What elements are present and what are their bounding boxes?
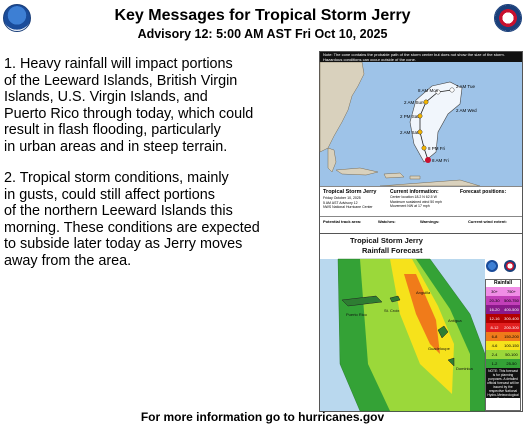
rainfall-inches: 2-4 — [491, 352, 498, 357]
rainfall-mm: 300-400 — [504, 316, 519, 321]
svg-text:8 AM Mon: 8 AM Mon — [418, 88, 439, 93]
rainfall-subtitle: Rainfall Forecast — [362, 246, 423, 255]
rainfall-mm: 500-750 — [504, 298, 519, 303]
svg-text:8 PM Fri: 8 PM Fri — [428, 146, 446, 151]
rainfall-inches: 30+ — [491, 289, 498, 294]
rainfall-mm: 100-150 — [504, 343, 519, 348]
svg-text:2 AM Tue: 2 AM Tue — [456, 84, 476, 89]
rainfall-mm: 400-500 — [504, 307, 519, 312]
rainfall-legend — [485, 279, 521, 411]
rainfall-legend-row — [486, 314, 520, 323]
svg-text:8 AM Fri: 8 AM Fri — [432, 158, 449, 163]
rainfall-legend-row — [486, 296, 520, 305]
svg-text:2 PM Sat: 2 PM Sat — [400, 114, 419, 119]
rainfall-mm: 150-200 — [504, 334, 519, 339]
cone-map-graphic — [320, 52, 522, 186]
current-info-label: Current information: — [390, 189, 439, 195]
rainfall-note: NOTE: This forecast is for planning purposes. A detailed official forecast will be issued by the respective National Hydro-Meteorological Service. — [487, 369, 520, 401]
legend-track-area: Potential track area: — [323, 219, 362, 224]
rainfall-inches: 8-12 — [490, 325, 499, 330]
svg-text:Guadeloupe: Guadeloupe — [428, 346, 450, 351]
svg-text:Dominica: Dominica — [456, 366, 473, 371]
rainfall-inches: 4-6 — [491, 343, 498, 348]
rainfall-inches: 20-30 — [489, 298, 500, 303]
rainfall-inches: 12-16 — [489, 316, 500, 321]
rainfall-inches: 16-20 — [489, 307, 500, 312]
rainfall-legend-row — [486, 305, 520, 314]
rainfall-title: Tropical Storm Jerry — [350, 236, 423, 245]
rainfall-nws-logo — [504, 260, 516, 272]
key-message-1: 1. Heavy rainfall will impact portions of the Leeward Islands, British Virgin Islands, U.S. Virgin Islands, and Puerto Rico through today, which could result in flash flooding, particularly in urban areas and in steep terrain. — [4, 56, 254, 155]
legend-watches: Watches: — [378, 219, 396, 224]
rainfall-legend-row — [486, 332, 520, 341]
legend-warnings: Warnings: — [420, 219, 440, 224]
page-title: Key Messages for Tropical Storm Jerry — [114, 7, 411, 24]
current-position-marker — [425, 157, 431, 163]
rainfall-mm: 50-100 — [505, 352, 518, 357]
rainfall-mm: 750+ — [506, 289, 516, 294]
svg-text:Puerto Rico: Puerto Rico — [346, 312, 367, 317]
rainfall-mm: 200-300 — [504, 325, 519, 330]
svg-text:St. Croix: St. Croix — [384, 308, 400, 313]
svg-text:2 AM Sat: 2 AM Sat — [400, 130, 419, 135]
cone-note: Note: The cone contains the probable path of the storm center but does not show the size of the storm. Hazardous conditions can occur outside of the cone. — [320, 52, 522, 62]
cone-forecast-map — [319, 51, 523, 235]
svg-text:Anguilla: Anguilla — [416, 290, 431, 295]
rainfall-inches: 6-8 — [491, 334, 498, 339]
cone-storm-details: Friday October 10, 2025 5 AM AST Advisory 12 NWS National Hurricane Center — [323, 196, 373, 209]
rainfall-legend-rows — [486, 287, 520, 368]
advisory-subtitle: Advisory 12: 5:00 AM AST Fri Oct 10, 2025 — [137, 27, 388, 41]
svg-text:2 AM Wed: 2 AM Wed — [456, 108, 477, 113]
rainfall-legend-header: Rainfall — [493, 280, 513, 286]
svg-text:2 AM Sun: 2 AM Sun — [404, 100, 424, 105]
legend-wind-extent: Current wind extent: — [468, 219, 507, 224]
forecast-positions-label: Forecast positions: — [460, 189, 507, 195]
rainfall-legend-row — [486, 341, 520, 350]
rainfall-noaa-logo — [486, 260, 498, 272]
rainfall-legend-row — [486, 323, 520, 332]
svg-text:Antigua: Antigua — [448, 318, 462, 323]
rainfall-inches: 1-2 — [491, 361, 498, 366]
current-info-values: Center location 18.2 N 62.5 W Maximum sustained wind 50 mph Movement NW at 17 mph — [390, 195, 442, 208]
rainfall-mm: 25-50 — [506, 361, 517, 366]
rainfall-forecast-map — [319, 233, 523, 412]
key-message-2: 2. Tropical storm conditions, mainly in gusts, could still affect portions of the northern Leeward Islands this morning. These conditions are expected to subside later today as Jerry moves away from the area. — [4, 170, 260, 269]
rainfall-legend-row — [486, 350, 520, 359]
cone-storm-title: Tropical Storm Jerry — [323, 189, 377, 195]
cone-info-panel — [320, 186, 522, 217]
rainfall-legend-row — [486, 359, 520, 368]
footer-link-text: For more information go to hurricanes.gov — [140, 410, 385, 424]
rainfall-legend-row — [486, 287, 520, 296]
